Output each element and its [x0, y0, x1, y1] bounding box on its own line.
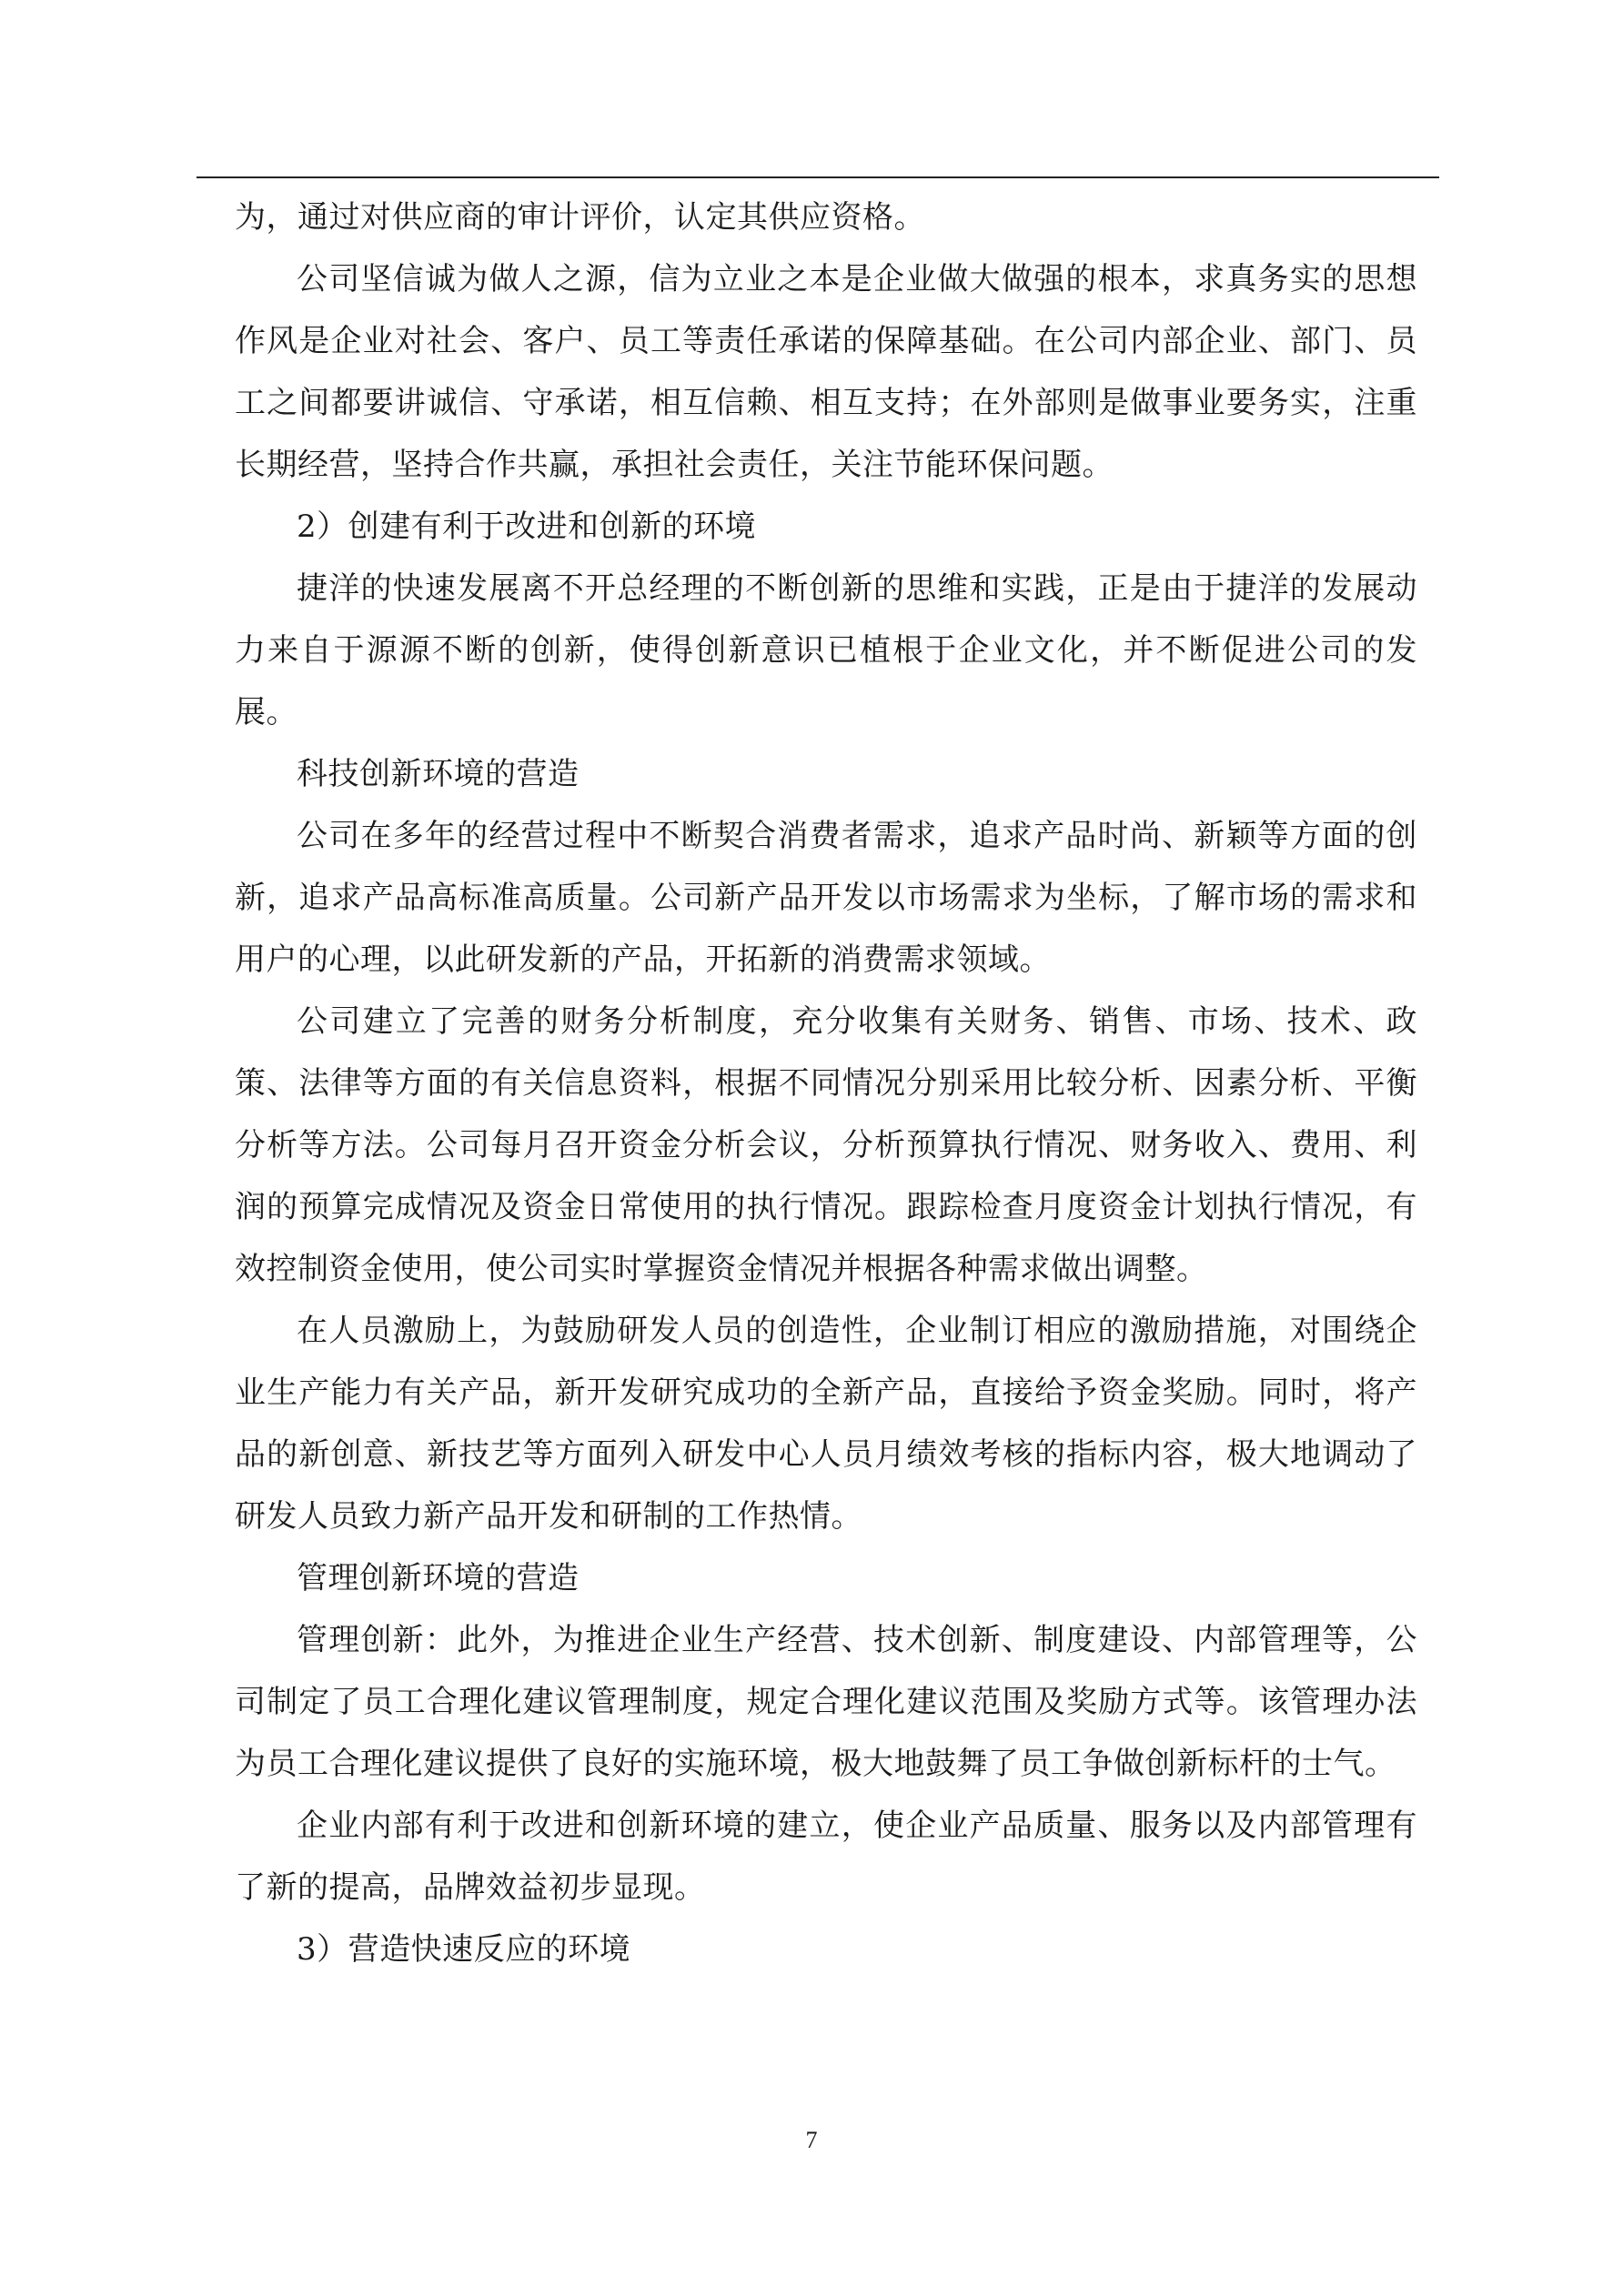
section-heading-innovation-environment: 2）创建有利于改进和创新的环境 [297, 509, 757, 545]
paragraph-management-innovation: 管理创新：此外，为推进企业生产经营、技术创新、制度建设、内部管理等，公司制定了员工合理化建议管理制度，规定合理化建议范围及奖励方式等。该管理办法为员工合理化建议提供了良好的实施环境，极大地鼓舞了员工争做创新标杆的士气。 [235, 1622, 1417, 1782]
subheading-management-innovation: 管理创新环境的营造 [297, 1560, 580, 1596]
paragraph-brand-benefit: 企业内部有利于改进和创新环境的建立，使企业产品质量、服务以及内部管理有了新的提高，品牌效益初步显现。 [235, 1808, 1417, 1906]
page-number: 7 [805, 2127, 818, 2153]
paragraph-rapid-development: 捷洋的快速发展离不开总经理的不断创新的思维和实践，正是由于捷洋的发展动力来自于源源不断的创新，使得创新意识已植根于企业文化，并不断促进公司的发展。 [235, 570, 1417, 730]
paragraph-continuation: 为，通过对供应商的审计评价，认定其供应资格。 [235, 199, 925, 236]
paragraph-consumer-demand: 公司在多年的经营过程中不断契合消费者需求，追求产品时尚、新颖等方面的创新，追求产品高标准高质量。公司新产品开发以市场需求为坐标，了解市场的需求和用户的心理，以此研发新的产品，开拓新的消费需求领域。 [235, 818, 1417, 978]
paragraph-staff-incentive: 在人员激励上，为鼓励研发人员的创造性，企业制订相应的激励措施，对围绕企业生产能力有关产品，新开发研究成功的全新产品，直接给予资金奖励。同时，将产品的新创意、新技艺等方面列入研发中心人员月绩效考核的指标内容，极大地调动了研发人员致力新产品开发和研制的工作热情。 [235, 1313, 1417, 1535]
paragraph-financial-analysis: 公司建立了完善的财务分析制度，充分收集有关财务、销售、市场、技术、政策、法律等方面的有关信息资料，根据不同情况分别采用比较分析、因素分析、平衡分析等方法。公司每月召开资金分析会议，分析预算执行情况、财务收入、费用、利润的预算完成情况及资金日常使用的执行情况。跟踪检查月度资金计划执行情况，有效控制资金使用，使公司实时掌握资金情况并根据各种需求做出调整。 [235, 1003, 1417, 1287]
document-body [235, 186, 1417, 1980]
header-rule [197, 176, 1439, 178]
paragraph-integrity: 公司坚信诚为做人之源，信为立业之本是企业做大做强的根本，求真务实的思想作风是企业对社会、客户、员工等责任承诺的保障基础。在公司内部企业、部门、员工之间都要讲诚信、守承诺，相互信赖、相互支持；在外部则是做事业要务实，注重长期经营，坚持合作共赢，承担社会责任，关注节能环保问题。 [235, 261, 1417, 483]
subheading-tech-innovation: 科技创新环境的营造 [297, 756, 580, 792]
section-heading-rapid-response: 3）营造快速反应的环境 [297, 1931, 631, 1968]
